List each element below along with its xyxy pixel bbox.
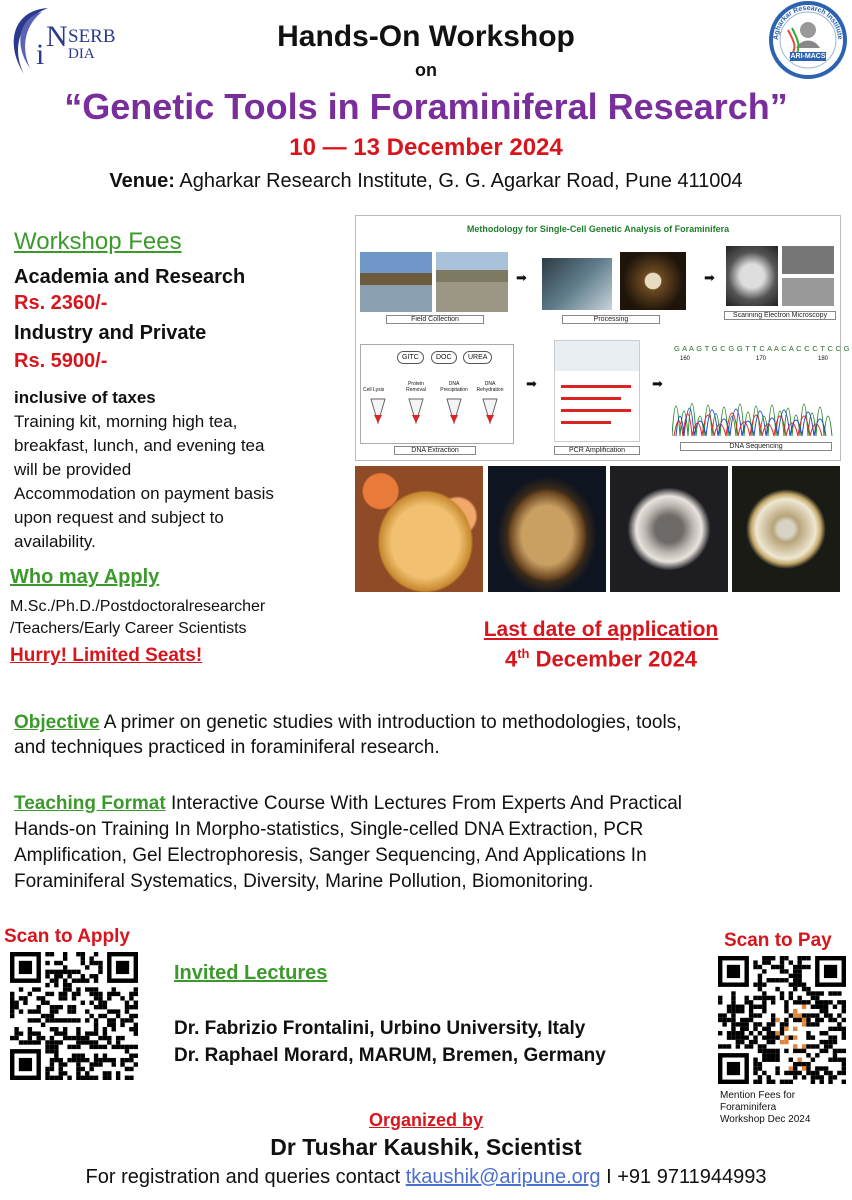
objective-line2: and techniques practiced in foraminiferal research. [14,737,440,758]
tick-160: 160 [680,356,691,362]
fee-taxes: inclusive of taxes [14,388,156,407]
foram-photo-3 [610,466,728,592]
qr-pay-icon [718,956,846,1084]
workshop-heading: Hands-On Workshop [277,20,575,53]
reagent-doc: DOC [431,351,457,364]
pay-note-line: Mention Fees for [720,1090,796,1101]
teaching-line1: Interactive Course With Lectures From Experts And Practical [165,793,683,814]
step-protein: Protein Removal [406,381,426,393]
who-heading: Who may Apply [10,566,160,588]
step-precip: DNA Precipitation [440,381,468,393]
provided-line: Training kit, morning high tea, [14,412,238,431]
fee-industry-label: Industry and Private [14,322,207,344]
deadline-rest: December 2024 [529,646,698,672]
field-photo-1 [360,252,432,312]
venue-label: Venue: [109,170,175,192]
fees-heading: Workshop Fees [14,228,182,255]
teaching-line4: Foraminiferal Systematics, Diversity, Marine Pollution, Biomonitoring. [14,871,594,892]
venue-text: Agharkar Research Institute, G. G. Agarkar Road, Pune 411004 [174,170,743,192]
contact-prefix: For registration and queries contact [85,1166,406,1188]
lectures-heading: Invited Lectures [174,962,328,984]
scan-apply-label: Scan to Apply [4,926,130,947]
caption-dna-extraction: DNA Extraction [394,446,476,455]
ari-macs-center-text: ARI-MACS [790,53,826,60]
arrow-icon: ➡ [652,376,663,391]
field-photo-2 [436,252,508,312]
speaker-1: Dr. Fabrizio Frontalini, Urbino University, Italy [174,1018,586,1039]
inserb-i: i [36,38,45,71]
fee-academia-label: Academia and Research [14,266,246,288]
teaching-line3: Amplification, Gel Electrophoresis, Sanger Sequencing, And Applications In [14,845,647,866]
dna-extraction-panel [360,344,514,444]
caption-pcr: PCR Amplification [554,446,640,455]
contact-line [0,1166,852,1189]
processing-photo-1 [542,258,612,310]
fee-industry-price: Rs. 5900/- [14,350,108,372]
caption-sem: Scanning Electron Microscopy [724,311,836,320]
inserb-dia: DIA [68,46,95,62]
workshop-dates: 10 — 13 December 2024 [289,134,563,161]
reagent-urea: UREA [463,351,492,364]
provided-line: breakfast, lunch, and evening tea [14,436,265,455]
deadline-label: Last date of application [483,618,719,641]
accommodation-line: Accommodation on payment basis [14,484,274,503]
caption-field: Field Collection [386,315,484,324]
who-line: /Teachers/Early Career Scientists [10,620,247,637]
deadline-sup: th [517,646,530,661]
organized-label: Organized by [368,1110,484,1130]
accommodation-line: upon request and subject to [14,508,224,527]
step-lysis: Cell Lysis [363,387,385,393]
ari-ring-text: Agharkar Research Institute [772,4,844,41]
fee-academia-price: Rs. 2360/- [14,292,108,314]
venue-line [0,170,852,193]
teaching-block [14,791,850,895]
figure-title: Methodology for Single-Cell Genetic Analysis of Foraminifera [466,224,730,234]
teaching-line2: Hands-on Training In Morpho-statistics, Single-celled DNA Extraction, PCR [14,819,644,840]
accommodation-line: availability. [14,532,96,551]
scan-pay-label: Scan to Pay [724,930,832,951]
deadline-date [418,646,784,672]
inserb-n: N [46,20,68,53]
pay-qr-code[interactable] [718,956,846,1084]
who-lines [10,596,265,640]
caption-sequencing: DNA Sequencing [680,442,832,451]
processing-photo-2 [620,252,686,310]
caption-processing: Processing [562,315,660,324]
apply-qr-code[interactable] [10,952,138,1080]
contact-email-link[interactable]: tkaushik@aripune.org [405,1166,601,1188]
sem-photo-3 [782,278,834,306]
chromatogram-icon [672,366,836,438]
objective-line1: A primer on genetic studies with introduction to methodologies, tools, [99,712,682,733]
arrow-icon: ➡ [526,376,537,391]
foram-photo-2 [488,466,606,592]
step-rehydration: DNA Rehydration [476,381,504,393]
sem-photo-1 [726,246,778,306]
tube-icons [361,397,511,437]
arrow-icon: ➡ [704,270,715,285]
foram-photo-1 [355,466,483,592]
pay-note-line: Workshop Dec 2024 [720,1114,811,1125]
pay-note-line: Foraminifera [720,1102,777,1113]
reagent-gitc: GITC [397,351,424,364]
speaker-2: Dr. Raphael Morard, MARUM, Bremen, Germany [174,1045,606,1066]
tick-170: 170 [756,356,767,362]
workshop-on: on [415,60,437,80]
sem-photo-2 [782,246,834,274]
workshop-title: “Genetic Tools in Foraminiferal Research” [64,86,788,127]
organizer-name: Dr Tushar Kaushik, Scientist [270,1134,582,1160]
deadline-day: 4 [504,646,518,672]
methodology-figure [355,215,850,461]
provided-line: will be provided [14,460,132,479]
objective-block [14,710,844,760]
contact-phone: I +91 9711944993 [600,1166,767,1188]
pcr-panel [554,340,640,442]
arrow-icon: ➡ [516,270,527,285]
tick-180: 180 [818,356,829,362]
who-line: M.Sc./Ph.D./Postdoctoralresearcher [10,598,266,615]
fee-provided [14,410,274,554]
sequence-letters: G A A G T G C G G T T C A A C A C C C T C C G [674,344,850,353]
teaching-label: Teaching Format [14,793,166,814]
hurry-text: Hurry! Limited Seats! [10,645,203,666]
inserb-serb: SERB [68,26,116,47]
objective-label: Objective [14,712,100,733]
qr-apply-icon [10,952,138,1080]
foram-photo-4 [732,466,840,592]
